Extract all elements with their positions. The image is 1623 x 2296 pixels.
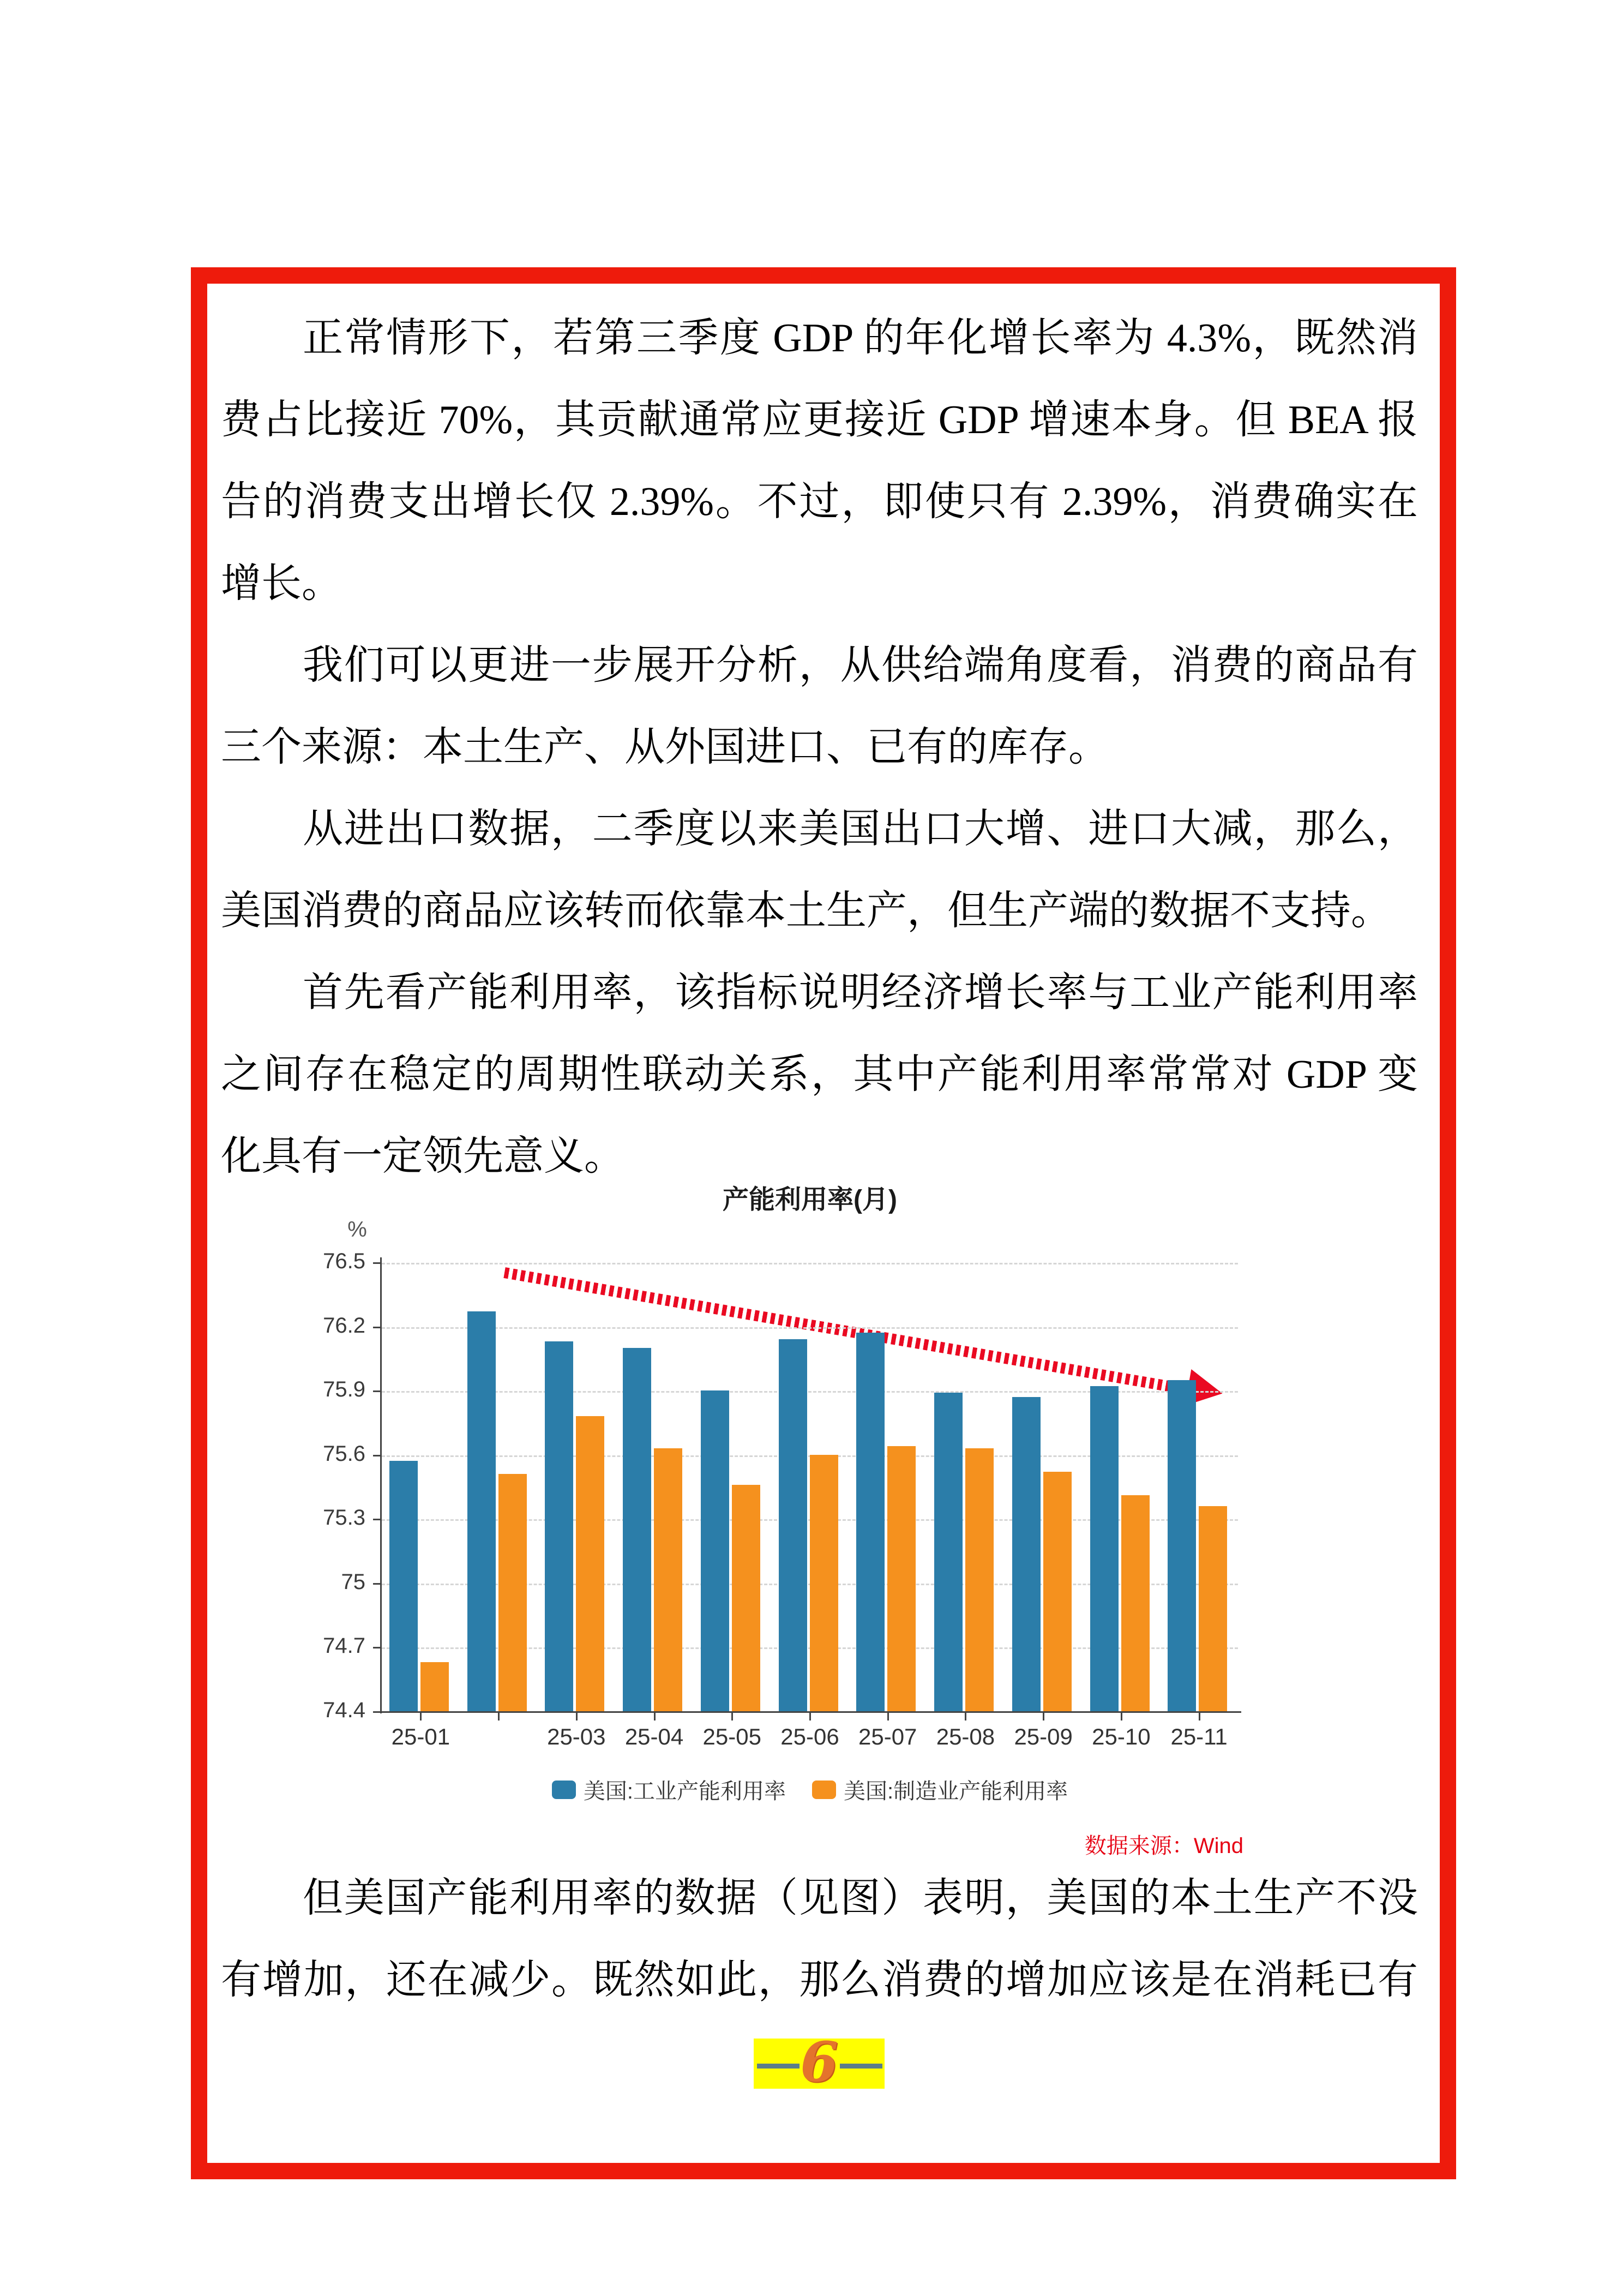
body-line: 正常情形下，若第三季度 GDP 的年化增长率为 4.3%，既然消 [303, 316, 1418, 361]
x-axis-tick [420, 1712, 422, 1720]
x-axis-tick [576, 1712, 578, 1720]
y-tick-label: 75.3 [323, 1506, 365, 1530]
paragraph [221, 297, 1418, 625]
y-tick-label: 75 [341, 1569, 365, 1594]
x-tick-label: 25-10 [1092, 1724, 1151, 1749]
y-axis-tick [373, 1390, 382, 1392]
y-axis-tick [373, 1583, 382, 1585]
body-line: 化具有一定领先意义。 [221, 1134, 624, 1179]
x-axis-tick [1199, 1712, 1200, 1720]
x-axis-tick [1043, 1712, 1044, 1720]
x-tick-label: 25-03 [547, 1724, 606, 1749]
body-line: 费占比接近 70%，其贡献通常应更接近 GDP 增速本身。但 BEA 报 [221, 398, 1418, 442]
legend-label-manufacturing: 美国:制造业产能利用率 [844, 1779, 1068, 1803]
chart-title: 产能利用率(月) [723, 1185, 897, 1214]
bar-industrial-25-08 [934, 1393, 963, 1711]
x-axis-tick [887, 1712, 889, 1720]
page-number-highlight [754, 2030, 885, 2094]
bar-manufacturing-25-05 [732, 1485, 760, 1711]
x-axis-tick [965, 1712, 966, 1720]
bar-manufacturing-25-01 [420, 1662, 449, 1711]
bar-manufacturing-25-04 [654, 1448, 682, 1711]
bar-industrial-25-02 [467, 1311, 496, 1711]
x-axis-line [376, 1711, 1241, 1713]
y-axis-tick [373, 1647, 382, 1648]
y-axis-unit-label: % [347, 1218, 367, 1242]
footer-page-number: 6 [800, 2030, 838, 2094]
x-tick-label: 25-09 [1014, 1724, 1073, 1749]
legend-swatch-industrial [552, 1781, 576, 1799]
y-tick-label: 75.6 [323, 1441, 365, 1466]
body-line: 增长。 [221, 561, 342, 606]
body-line: 首先看产能利用率，该指标说明经济增长率与工业产能利用率 [303, 970, 1418, 1015]
bar-industrial-25-09 [1012, 1397, 1041, 1711]
x-axis-tick [1121, 1712, 1122, 1720]
legend-item-industrial [552, 1774, 786, 1805]
trend-arrow [503, 1267, 1196, 1396]
bar-manufacturing-25-02 [498, 1474, 527, 1711]
bar-industrial-25-11 [1168, 1380, 1196, 1711]
source-note: 数据来源：Wind [1084, 1834, 1243, 1858]
x-tick-label: 25-01 [391, 1724, 450, 1749]
y-tick-label: 74.4 [323, 1698, 365, 1722]
x-axis-tick [731, 1712, 733, 1720]
y-axis-line [380, 1257, 382, 1713]
body-line: 有增加，还在减少。既然如此，那么消费的增加应该是在消耗已有 [221, 1958, 1418, 2003]
gridline [382, 1263, 1238, 1264]
y-tick-label: 76.5 [323, 1249, 365, 1273]
legend-swatch-manufacturing [812, 1781, 836, 1799]
bar-manufacturing-25-03 [576, 1416, 604, 1711]
paragraph [221, 788, 1418, 952]
paragraph [221, 1857, 1418, 2021]
bar-manufacturing-25-11 [1199, 1506, 1227, 1711]
y-tick-label: 76.2 [323, 1313, 365, 1338]
bar-industrial-25-03 [545, 1341, 573, 1711]
y-tick-label: 74.7 [323, 1634, 365, 1658]
chart-plot [323, 1249, 1238, 1749]
body-line: 告的消费支出增长仅 2.39%。不过，即使只有 2.39%，消费确实在 [221, 479, 1418, 524]
y-axis-tick [373, 1327, 382, 1328]
bar-manufacturing-25-06 [810, 1455, 838, 1711]
gridline [382, 1327, 1238, 1329]
y-axis-tick [373, 1519, 382, 1520]
bar-industrial-25-07 [856, 1333, 885, 1711]
y-tick-label: 75.9 [323, 1377, 365, 1402]
bar-manufacturing-25-08 [965, 1448, 994, 1711]
body-line: 从进出口数据，二季度以来美国出口大增、进口大减，那么， [303, 807, 1418, 852]
x-axis-tick [498, 1712, 500, 1720]
x-tick-label: 25-06 [780, 1724, 839, 1749]
bar-industrial-25-05 [701, 1390, 729, 1711]
body-line: 美国消费的商品应该转而依靠本土生产，但生产端的数据不支持。 [221, 889, 1391, 933]
paragraph [221, 625, 1418, 788]
x-axis-tick [654, 1712, 656, 1720]
x-tick-label: 25-07 [858, 1724, 917, 1749]
body-line: 我们可以更进一步展开分析，从供给端角度看，消费的商品有 [303, 643, 1418, 688]
y-axis-tick [373, 1262, 382, 1264]
bar-industrial-25-04 [623, 1348, 651, 1711]
x-tick-label: 25-05 [702, 1724, 761, 1749]
bar-industrial-25-10 [1090, 1386, 1119, 1711]
x-tick-label: 25-04 [624, 1724, 684, 1749]
body-line: 但美国产能利用率的数据（见图）表明，美国的本土生产不没 [303, 1876, 1418, 1921]
bar-industrial-25-01 [389, 1461, 418, 1711]
body-line: 三个来源：本土生产、从外国进口、已有的库存。 [221, 725, 1109, 770]
y-axis-tick [373, 1455, 382, 1456]
bar-manufacturing-25-09 [1043, 1472, 1072, 1711]
bar-manufacturing-25-10 [1121, 1495, 1150, 1711]
paragraph [221, 952, 1418, 1197]
bar-industrial-25-06 [779, 1339, 807, 1711]
body-line: 之间存在稳定的周期性联动关系，其中产能利用率常常对 GDP 变 [221, 1052, 1418, 1097]
x-axis-tick [809, 1712, 811, 1720]
x-tick-label: 25-11 [1170, 1724, 1228, 1749]
x-tick-label: 25-08 [936, 1724, 995, 1749]
y-axis-tick [373, 1711, 382, 1713]
legend-item-manufacturing [812, 1774, 1068, 1805]
legend-label-industrial: 美国:工业产能利用率 [583, 1779, 786, 1803]
chart-legend [382, 1774, 1238, 1805]
bar-manufacturing-25-07 [887, 1446, 916, 1711]
